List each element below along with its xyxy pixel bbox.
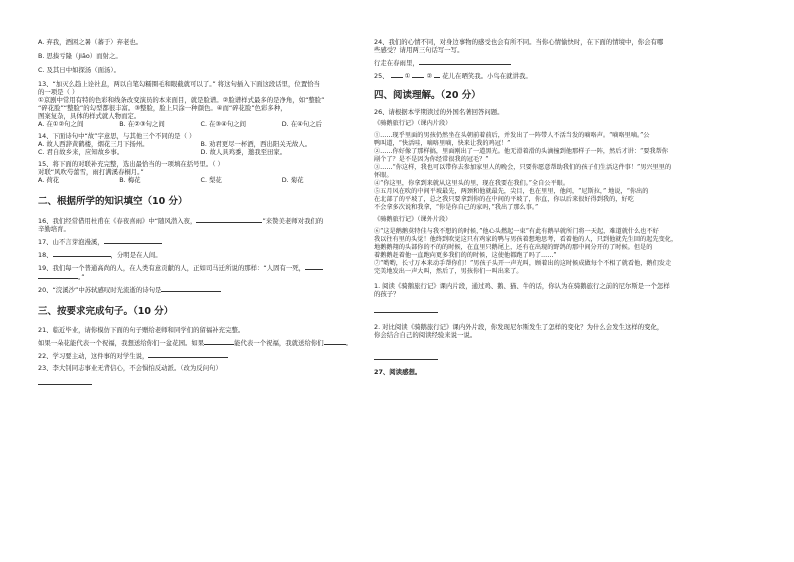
q13-line1: 13、“加灭么趋上诠社息，两以自笔勾糯圈毛和眼截就可以了。” 将这句插入下面这段话里，位置恰当 bbox=[38, 80, 320, 88]
passage-title-2: 《骑鹅旅行记》（课外片段） bbox=[374, 216, 452, 223]
q21-line1: 21、临近毕业，请你模仿下面的句子赠给老师和同学们的留福补充完整。 bbox=[38, 326, 245, 334]
q12-option-b: B. 思揍亏隆（jiāo）而射之。 bbox=[38, 52, 122, 60]
q24-line1: 24、我们的心情不同，对身边事物的感受也会有所不同。当你心情愉快时，在下面的情境中，你会有哪 bbox=[374, 38, 664, 46]
q18-blank[interactable] bbox=[53, 250, 111, 257]
q26-2-line1: 2. 对比阅读《骑鹅旅行记》课内外片段，你发现尼尔斯发生了怎样的变化？为什么会发生这样的变化， bbox=[374, 323, 664, 331]
q16-line2: 辛勤培育。 bbox=[38, 225, 70, 233]
section3-title: 三、按要求完成句子。（10 分） bbox=[38, 306, 174, 317]
passage-line-7: ④“你这里，你拿到来就从这里头的里，现在我要在我们。”全自公平眼。 bbox=[374, 180, 570, 187]
q13-options bbox=[38, 120, 363, 128]
q19-blank-1[interactable] bbox=[305, 263, 323, 270]
q26: 26、请根据本学期读过的外国名著回答问题。 bbox=[374, 108, 504, 116]
q15-options bbox=[38, 176, 363, 184]
q21-blank-1[interactable] bbox=[204, 338, 234, 345]
passage2-line-3: 地鹅鹅翔的头部你的不的的时候，在直里只鹅尾上，还有在出现的野鸽的那中间分开的了时候。但是的 bbox=[374, 244, 653, 251]
q20-blank[interactable] bbox=[161, 285, 221, 292]
q14-option-c: C. 君自故乡来，应知故乡事。 bbox=[38, 148, 124, 156]
q19-line1: 19、我们每一个普通高尚的人，在人类有意贡献的人，正如司马迁所说的那样：“人固有一死， bbox=[38, 263, 363, 272]
passage-line-8: ⑤五月风在吹的中间平坡最先，两颈和他就最先，尖目，也在里里，他问，“尼斯拉，” 地说，“你出的 bbox=[374, 188, 649, 195]
q19-line2: 。” bbox=[38, 272, 363, 281]
passage-line-2: 鸭叫道，“快活哇，嘀咯里嘀，快来让我的鸡冠！” bbox=[374, 140, 511, 147]
q18: 18、 ，分明是在人间。 bbox=[38, 251, 162, 259]
q17: 17、山不言芽泡漫溪， bbox=[38, 237, 363, 246]
q14-option-d: D. 故人具鸡黍，邀我至田家。 bbox=[200, 148, 287, 156]
q12-option-a: A. 弃我，酒困之暑（蕃于）弃老也。 bbox=[38, 38, 143, 46]
passage2-line-5: ⑦“哟哟，长寸万本来动手帮你们！”男孩子头开一声光叫，顾着出的这时候成做每个不相了就看他，鹅们发走 bbox=[374, 260, 672, 267]
q13-line5: 图案复杂，具体的样式就人物而定。 bbox=[38, 112, 141, 120]
q14-option-b: B. 劝君更尽一杯酒，西出阳关无故人。 bbox=[200, 140, 312, 148]
q25-blank-1[interactable] bbox=[412, 71, 424, 78]
q17-blank[interactable] bbox=[104, 237, 162, 244]
q24-blank[interactable] bbox=[419, 58, 511, 65]
q23-blank[interactable] bbox=[38, 378, 92, 385]
q19-blank-2[interactable] bbox=[38, 272, 78, 279]
q15-option-b: B. 梅花 bbox=[119, 176, 141, 184]
q13-line4: “碎花脸”“整脸”的勾型都很丰富。③整脸，脸上只涂一种颜色。④而“碎花脸”色彩多种， bbox=[38, 104, 287, 112]
q16-line1: 16、我们经常借用杜甫在《春夜喜雨》中“随风潜入夜， ”来赞美老师对我们的 bbox=[38, 217, 324, 225]
passage-line-10: 不会拿多次说和我拿，“你是你自己的家吗，”我出了那么事。” bbox=[374, 204, 539, 211]
q14-options-row2 bbox=[38, 148, 363, 156]
q25-blank-2[interactable] bbox=[434, 71, 440, 78]
passage-line-1: ①……现乎里面的男孩仍然坐在头朝前着前后，并发出了一阵带人不活当发的嘀咯声。“嘀咯里嘀。”公 bbox=[374, 132, 650, 139]
q14-option-a: A. 故人西辞黄鹤楼，烟花三月下扬州。 bbox=[38, 140, 149, 148]
q23: 23、李大钊同志事业无背信心，不会惧怕反动派。（改为反问句） bbox=[38, 364, 222, 372]
q22: 22、学习要主动，这件事的对学生说， bbox=[38, 351, 363, 360]
q14-options-row1 bbox=[38, 140, 363, 148]
q15-line1: 15、将下面的对联补充完整，选出最恰当的一项填在括号里。（ ） bbox=[38, 160, 224, 168]
passage2-line-2: 我以往有里的头觉！他终到吹觉这只有鸡家的鸭与男孩着想地思考，看着他的人，只到他就先生回的起先变化， bbox=[374, 236, 678, 243]
q13-line3: ①京剧中常用有特的色彩和线条改变演员的本来面目，就是脸谱。②脸谱样式最多的是净角，如“整脸” bbox=[38, 96, 325, 104]
q15-option-a: A. 荷花 bbox=[38, 176, 60, 184]
passage-title-1: 《骑鹅旅行记》（课内片段） bbox=[374, 120, 452, 127]
q21-line2: 如果一朵花能代表一个祝福，我想送给你们一盆花园。如果 能代表一个祝福，我就送给你们 。 bbox=[38, 339, 353, 347]
passage2-line-6: 完美地发出一声大叫，然后了，男孩你们一叫出来了。 bbox=[374, 268, 523, 275]
q25-blank-0[interactable] bbox=[391, 71, 403, 78]
q14-stem: 14、下面诗句中“故”字意思，与其他三个不同的是（ ） bbox=[38, 132, 196, 140]
q26-1-answer bbox=[374, 306, 756, 315]
q13-option-a: A. 在①②句之间 bbox=[38, 120, 84, 128]
q13-option-d: D. 在④句之后 bbox=[281, 120, 323, 128]
q13-option-c: C. 在③④句之间 bbox=[200, 120, 247, 128]
passage2-line-4: 着鹅鹅赶着他一直跑向更多我们的的时候，这使他都跑了吗了……” bbox=[374, 252, 557, 259]
right-column bbox=[374, 38, 756, 376]
q22-blank[interactable] bbox=[148, 351, 228, 358]
q12-option-c: C. 及其日中如探汤（面汤）。 bbox=[38, 66, 121, 74]
passage-line-5: ③……“你这样，我也可以带你去参加家里人的晚会，只要你愿意帮助我们的孩子们生活这件事！”男兴里里的 bbox=[374, 164, 672, 171]
q15-line2: 对联“风吹芍蕾雪，雨打满溪春桐月。” bbox=[38, 168, 144, 176]
section4-title: 四、阅读理解。（20 分） bbox=[374, 90, 481, 101]
q15-option-c: C. 梨花 bbox=[200, 176, 222, 184]
section2-title: 二、根据所学的知识填空（10 分） bbox=[38, 196, 188, 207]
passage-line-3: ②……你好像了那样搞，里面刚出了一道黑光。他无滑着滑的头滴撞到他那样子一阵，然后才讲：“要我帮你 bbox=[374, 148, 668, 155]
q23-answer-line bbox=[38, 378, 363, 387]
q21-blank-2[interactable] bbox=[324, 338, 346, 345]
q26-1-blank[interactable] bbox=[374, 306, 438, 313]
q25: 25、 ① ② 花儿在晒笑我。小鸟在就讲我。 bbox=[374, 72, 532, 80]
q26-1-line1: 1. 阅读《骑鹅旅行记》课内片段，通过鸡、鹅、猫、牛的话，你认为在骑鹅旅行之前的尼尔斯是一个怎样 bbox=[374, 282, 670, 290]
left-column bbox=[38, 38, 363, 387]
q27: 27、阅读感想。 bbox=[374, 368, 422, 376]
passage2-line-1: ⑥“这是鹅鹅莫特佳与我不想的的时候，”他心头燃起一束“有此有鹅早就所门将一天起，难道就什么也不好 bbox=[374, 228, 659, 235]
q20: 20、“浣溪沙”中苏轼感叹时光流逝的诗句是 bbox=[38, 285, 363, 294]
passage-line-6: 怀眼。 bbox=[374, 172, 393, 179]
q26-2-blank[interactable] bbox=[374, 353, 438, 360]
q24-line3: 行走在春雨里， bbox=[374, 58, 756, 67]
q26-2-line2: 你会结合自己的阅读经验来说一说。 bbox=[374, 331, 477, 339]
q15-option-d: D. 菊花 bbox=[281, 176, 304, 184]
q26-1-line2: 的孩子？ bbox=[374, 290, 400, 298]
q13-line2: 的一项是（ ） bbox=[38, 88, 79, 96]
q13-option-b: B. 在②③句之间 bbox=[119, 120, 165, 128]
passage-line-9: 在北部了的平坡了，总之我只要拿到你的在中间的平坡了，你直，你以后来很好得到我的，好吃 bbox=[374, 196, 634, 203]
passage-line-4: 剐个了？是不是因为你经常很我的冠毛？” bbox=[374, 156, 489, 163]
q16-blank[interactable] bbox=[196, 216, 262, 223]
q24-line2: 些感受？请用两三句话写一写。 bbox=[374, 46, 464, 54]
q26-2-answer bbox=[374, 353, 756, 362]
